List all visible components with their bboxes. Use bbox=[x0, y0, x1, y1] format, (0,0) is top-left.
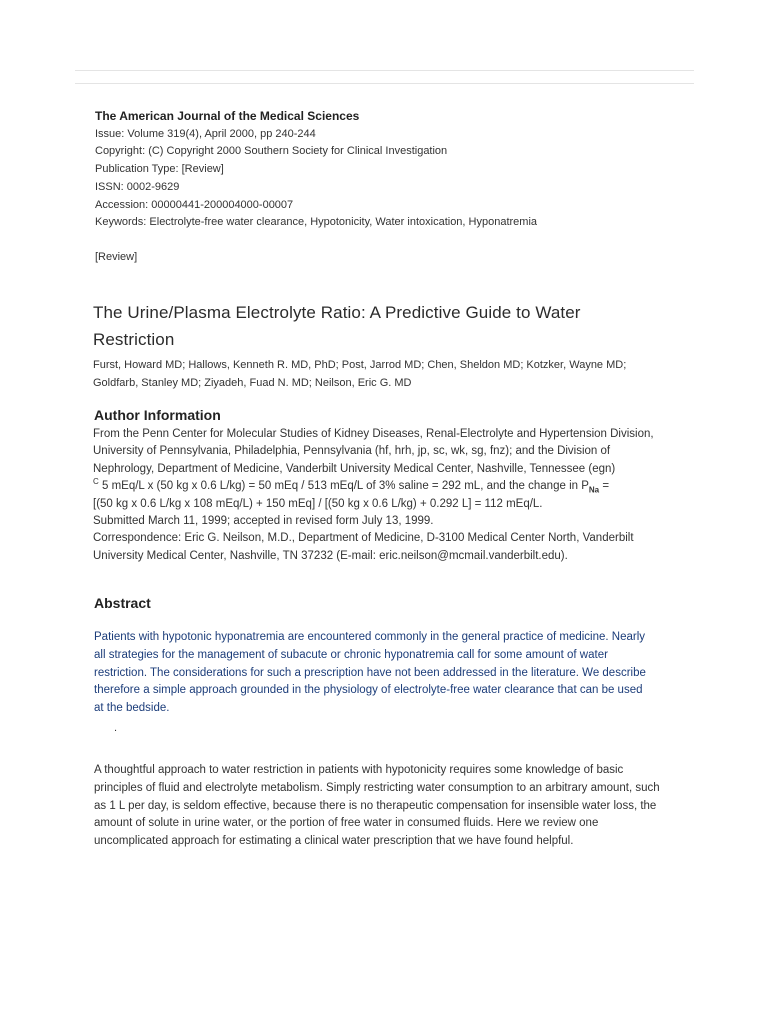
calculation-text: 5 mEq/L x (50 kg x 0.6 L/kg) = 50 mEq / 513 mEq/L of 3% saline = 292 mL, and the change in P bbox=[98, 480, 589, 493]
review-tag: [Review] bbox=[95, 251, 138, 263]
submission-dates: Submitted March 11, 1999; accepted in revised form July 13, 1999. bbox=[93, 515, 434, 528]
author-information-section bbox=[93, 426, 673, 565]
affiliation-text: From the Penn Center for Molecular Studies of Kidney Diseases, Renal-Electrolyte and Hypertension Division, University of Pennsylvania, Philadelphia, Pennsylvania (hf, hrh, jp, sc, wk, sg, fnz); and the Division of Nephrology, Department of Medicine, Vanderbilt University Medical Center, Nashville, Tennessee (egn) bbox=[93, 428, 654, 475]
copyright-line: Copyright: (C) Copyright 2000 Southern Society for Clinical Investigation bbox=[95, 145, 448, 158]
calculation-text-end: = bbox=[599, 480, 610, 493]
keywords-line: Keywords: Electrolyte-free water clearance, Hypotonicity, Water intoxication, Hyponatremia bbox=[95, 216, 538, 229]
calculation-line-2: [(50 kg x 0.6 L/kg x 108 mEq/L) + 150 mEq] / [(50 kg x 0.6 L/kg) + 0.292 L] = 112 mEq/L. bbox=[93, 497, 543, 510]
issue-line: Issue: Volume 319(4), April 2000, pp 240-244 bbox=[95, 127, 316, 140]
calculation-subscript: Na bbox=[588, 485, 600, 495]
author-list: Furst, Howard MD; Hallows, Kenneth R. MD, PhD; Post, Jarrod MD; Chen, Sheldon MD; Kotzker, Wayne MD; Goldfarb, Stanley MD; Ziyadeh, Fuad N. MD; Neilson, Eric G. MD bbox=[93, 359, 627, 389]
footnote-marker: C bbox=[93, 477, 99, 487]
top-divider bbox=[75, 70, 694, 84]
accession-line: Accession: 00000441-200004000-00007 bbox=[95, 198, 294, 211]
abstract-heading: Abstract bbox=[94, 595, 151, 611]
calculation-line-1 bbox=[93, 478, 673, 495]
separator-dot: . bbox=[114, 722, 118, 734]
publication-type-line: Publication Type: [Review] bbox=[95, 163, 224, 176]
journal-name: The American Journal of the Medical Sciences bbox=[95, 109, 360, 123]
article-metadata bbox=[95, 108, 695, 232]
issn-line: ISSN: 0002-9629 bbox=[95, 180, 180, 193]
abstract-text: Patients with hypotonic hyponatremia are encountered commonly in the general practice of medicine. Nearly all strategies for the management of subacute or chronic hyponatremia call for some amount of water restriction. The considerations for such a prescription have not been addressed in the literature. We describe therefore a simple approach grounded in the physiology of electrolyte-free water clearance that can be used at the bedside. bbox=[94, 631, 646, 715]
author-information-heading: Author Information bbox=[94, 407, 221, 423]
article-title: The Urine/Plasma Electrolyte Ratio: A Predictive Guide to Water Restriction bbox=[93, 303, 581, 349]
body-paragraph: A thoughtful approach to water restriction in patients with hypotonicity requires some knowledge of basic principles of fluid and electrolyte metabolism. Simply restricting water consumption to an arbitrary amount, such as 1 L per day, is seldom effective, because there is no therapeutic compensation for insensible water loss, the amount of solute in urine water, or the portion of free water in consumed fluids. Here we review one uncomplicated approach for estimating a clinical water prescription that we have found helpful. bbox=[94, 764, 660, 848]
correspondence-text: Correspondence: Eric G. Neilson, M.D., Department of Medicine, D-3100 Medical Center North, Vanderbilt University Medical Center, Nashville, TN 37232 (E-mail: eric.neilson@mcmail.vanderbilt.edu). bbox=[93, 532, 634, 562]
